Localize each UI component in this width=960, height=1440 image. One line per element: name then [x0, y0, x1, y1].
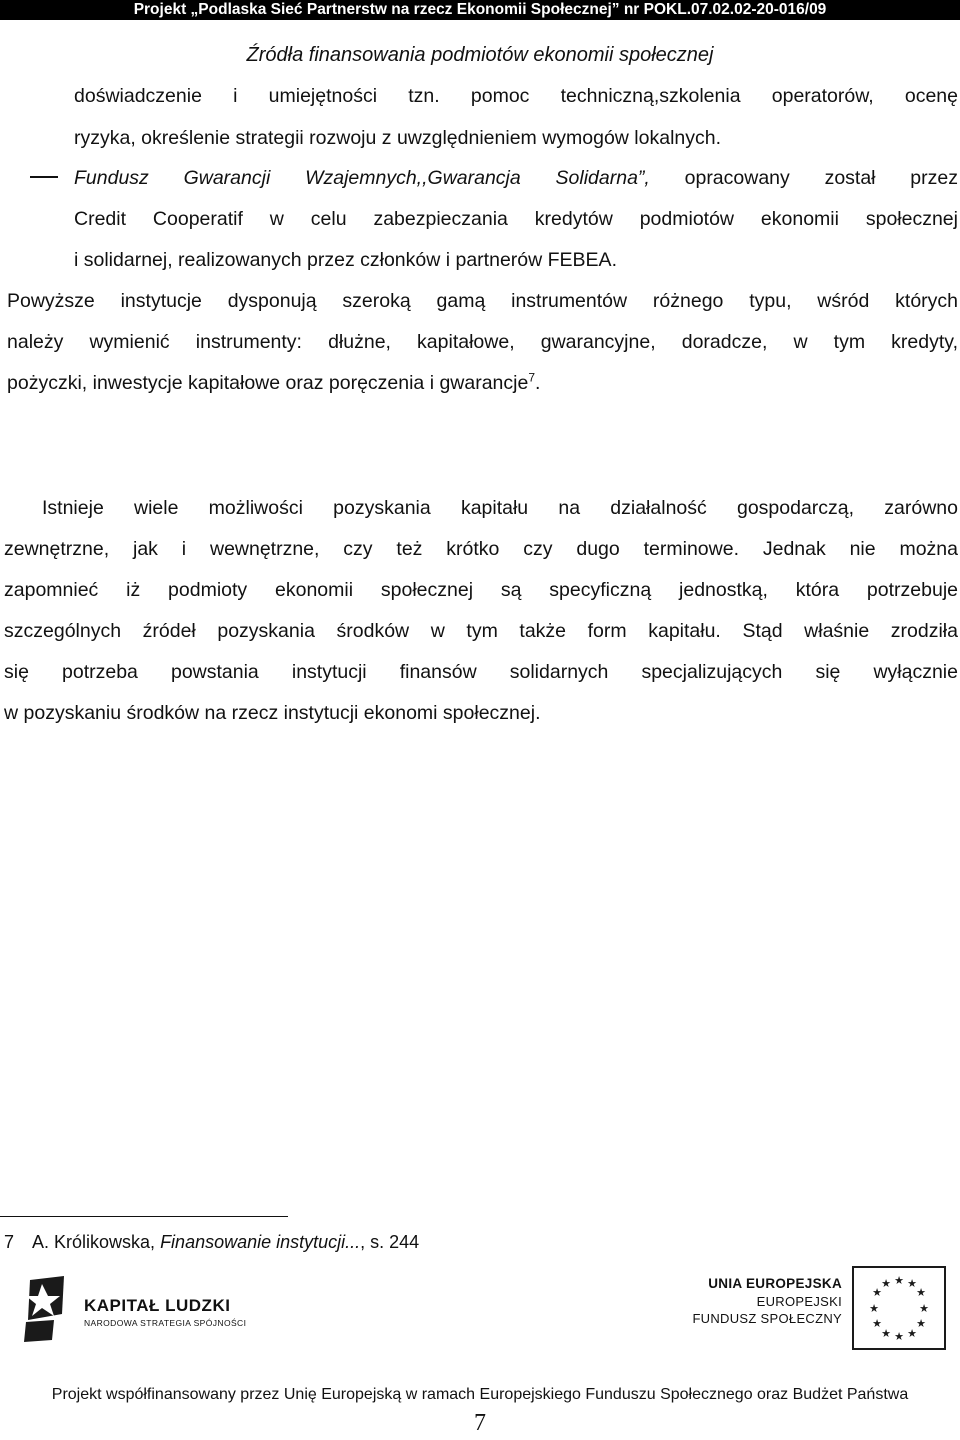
kapital-ludzki-emblem-icon [24, 1276, 70, 1342]
svg-text:★: ★ [881, 1277, 891, 1290]
svg-text:★: ★ [881, 1327, 891, 1340]
kapital-ludzki-logo [24, 1276, 274, 1346]
svg-text:★: ★ [872, 1317, 882, 1330]
project-header: Projekt „Podlaska Sieć Partnerstw na rzecz Ekonomii Społecznej” nr POKL.07.02.02-20-016/09 [0, 0, 960, 20]
eu-efs-logo [692, 1266, 946, 1352]
bullet-dash [30, 176, 58, 178]
svg-text:★: ★ [894, 1274, 904, 1287]
para2-line-1: Istnieje wiele możliwości pozyskania kapitału na działalność gospodarczą, zarówno [42, 497, 958, 519]
bullet-line-2: Credit Cooperatif w celu zabezpieczania kredytów podmiotów ekonomii społecznej [74, 208, 958, 230]
cofinancing-footer: Projekt współfinansowany przez Unię Europejską w ramach Europejskiego Funduszu Społecznego oraz Budżet Państwa [51, 1386, 909, 1403]
footnote [4, 1228, 419, 1256]
svg-text:★: ★ [872, 1286, 882, 1299]
page-number: 7 [474, 1410, 486, 1436]
eu-line-1: UNIA EUROPEJSKA [708, 1276, 842, 1291]
svg-text:★: ★ [916, 1286, 926, 1299]
fund-name: Fundusz Gwarancji Wzajemnych,,Gwarancja Solidarna”, [74, 167, 650, 189]
eu-line-2: EUROPEJSKI [756, 1294, 842, 1309]
svg-text:★: ★ [907, 1277, 917, 1290]
para2-line-4: szczególnych źródeł pozyskania środków w tym także form kapitału. Stąd właśnie zrodziła [4, 620, 958, 642]
bullet-line-3: i solidarnej, realizowanych przez członków i partnerów FEBEA. [74, 249, 617, 271]
svg-text:★: ★ [869, 1302, 879, 1315]
footnote-rule [0, 1216, 288, 1217]
para1-line-2: należy wymienić instrumenty: dłużne, kapitałowe, gwarancyjne, doradcze, w tym kredyty, [7, 331, 958, 353]
para2-line-2: zewnętrzne, jak i wewnętrzne, czy też krótko czy dugo terminowe. Jednak nie można [4, 538, 958, 560]
kapital-ludzki-subtitle: NARODOWA STRATEGIA SPÓJNOŚCI [84, 1318, 247, 1328]
svg-text:★: ★ [919, 1302, 929, 1315]
svg-text:★: ★ [907, 1327, 917, 1340]
para2-line-5: się potrzeba powstania instytucji finansów solidarnych specjalizujących się wyłącznie [4, 661, 958, 683]
eu-line-3: FUNDUSZ SPOŁECZNY [692, 1311, 842, 1326]
footnote-ref[interactable]: 7 [528, 370, 536, 385]
para1-line-3 [7, 363, 540, 404]
intro-line-1: doświadczenie i umiejętności tzn. pomoc techniczną,szkolenia operatorów, ocenę [74, 85, 958, 107]
footnote-number: 7 [4, 1232, 15, 1252]
footnote-title: Finansowanie instytucji... [160, 1232, 361, 1252]
bullet-line-1 [74, 158, 958, 199]
para2-line-3: zapomnieć iż podmioty ekonomii społecznej są specyficzną jednostką, która potrzebuje [4, 579, 958, 601]
section-subtitle: Źródła finansowania podmiotów ekonomii społecznej [246, 44, 714, 66]
kapital-ludzki-title: KAPITAŁ LUDZKI [84, 1296, 231, 1315]
footnote-pages: , s. 244 [360, 1232, 420, 1252]
bullet-line-1-rest: opracowany został przez [649, 167, 958, 189]
para2-line-6: w pozyskaniu środków na rzecz instytucji ekonomi społecznej. [4, 702, 541, 724]
para1-line-1: Powyższe instytucje dysponują szeroką gamą instrumentów różnego typu, wśród których [7, 290, 958, 312]
para1-end: . [535, 372, 541, 394]
svg-text:★: ★ [894, 1330, 904, 1343]
eu-flag-stars-icon [852, 1266, 946, 1350]
intro-line-2: ryzyka, określenie strategii rozwoju z uwzględnieniem wymogów lokalnych. [74, 127, 722, 149]
svg-text:★: ★ [916, 1317, 926, 1330]
footnote-author: A. Królikowska, [32, 1232, 161, 1252]
para1-last-text: pożyczki, inwestycje kapitałowe oraz poręczenia i gwarancje [7, 372, 529, 394]
